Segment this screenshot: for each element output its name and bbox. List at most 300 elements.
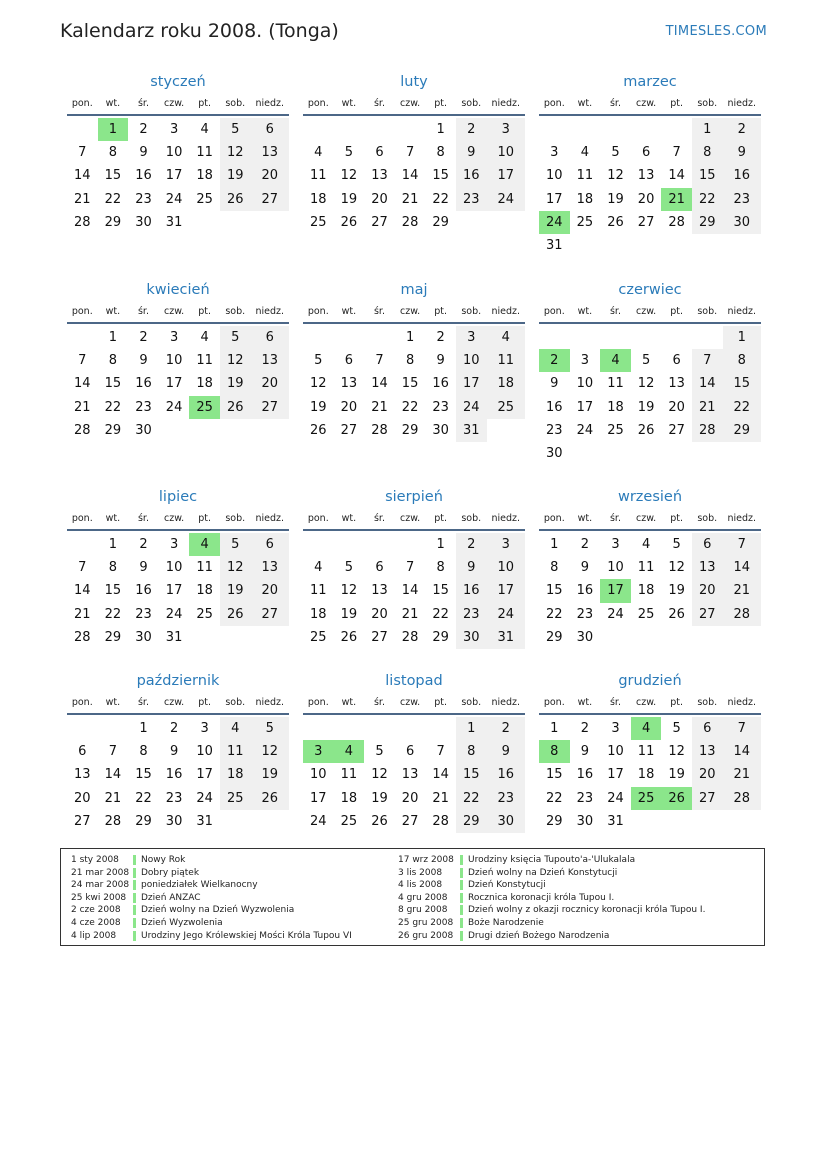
weekday-header: [303, 92, 525, 116]
empty-day-cell: [303, 326, 334, 349]
day-cell: 28: [371, 422, 388, 438]
weekend-day-cell: 26: [251, 787, 289, 810]
day-cell: 19: [340, 191, 358, 207]
weekend-day-cell: 27: [251, 396, 289, 419]
day-cell: 25: [196, 606, 213, 622]
day-cell: 3: [580, 353, 590, 369]
empty-day-cell: [303, 118, 334, 141]
weekday-label: niedz.: [727, 97, 757, 109]
month-name: luty: [400, 74, 428, 90]
weekday-label: niedz.: [255, 696, 285, 708]
day-cell: 15: [104, 583, 122, 599]
day-cell: 9: [580, 560, 590, 576]
legend-item: [398, 892, 705, 905]
day-cell: 3: [169, 122, 179, 137]
holiday-day-cell: 4: [334, 740, 365, 763]
empty-day-cell: [364, 326, 395, 349]
day-cell: 14: [401, 168, 419, 184]
day-cell: 8: [108, 560, 118, 576]
day-cell: 3: [611, 537, 620, 552]
day-cell: 26: [668, 606, 685, 622]
day-cell: 26: [607, 214, 624, 230]
day-cell: 8: [436, 560, 445, 576]
weekend-day-cell: 2: [456, 118, 487, 141]
legend-date: 8 gru 2008: [398, 905, 448, 916]
day-cell: 22: [432, 191, 449, 207]
day-cell: 27: [637, 214, 655, 230]
weekday-header: [67, 691, 289, 715]
day-grid: [539, 326, 761, 465]
day-cell: 17: [196, 767, 213, 783]
day-cell: 13: [371, 583, 388, 599]
day-cell: 27: [340, 422, 358, 438]
weekend-day-cell: 27: [692, 787, 723, 810]
weekend-day-cell: 21: [692, 396, 723, 419]
legend-date: 4 lis 2008: [398, 880, 443, 891]
weekend-day-cell: 14: [692, 372, 723, 395]
day-cell: 23: [135, 606, 152, 622]
day-cell: 3: [611, 721, 620, 736]
empty-day-cell: [334, 118, 365, 141]
weekday-label: pon.: [543, 696, 565, 708]
weekend-day-cell: 20: [251, 372, 289, 395]
weekday-label: śr.: [373, 97, 385, 109]
weekday-label: śr.: [609, 512, 621, 524]
day-cell: 9: [169, 744, 179, 760]
weekend-day-cell: 20: [251, 579, 289, 602]
day-cell: 26: [340, 629, 358, 645]
weekday-label: sob.: [225, 305, 246, 317]
day-cell: 28: [668, 214, 685, 230]
day-cell: 7: [78, 145, 87, 161]
month-name: grudzień: [618, 673, 682, 689]
day-cell: 18: [310, 606, 327, 622]
weekday-label: niedz.: [491, 696, 521, 708]
weekday-label: czw.: [636, 305, 657, 317]
day-cell: 30: [135, 629, 152, 645]
weekday-label: czw.: [164, 97, 185, 109]
day-cell: 8: [108, 145, 118, 161]
holiday-day-cell: 25: [631, 787, 662, 810]
day-cell: 5: [611, 145, 620, 161]
day-cell: 8: [436, 145, 445, 161]
month-6: [67, 487, 289, 649]
day-cell: 8: [139, 744, 148, 760]
weekend-day-cell: 20: [692, 763, 723, 786]
day-cell: 8: [108, 353, 118, 369]
weekday-label: sob.: [461, 512, 482, 524]
month-10: [303, 671, 525, 833]
day-cell: 16: [135, 376, 152, 392]
day-cell: 19: [371, 790, 388, 806]
weekend-day-cell: 29: [692, 211, 723, 234]
weekend-day-cell: 14: [723, 556, 761, 579]
day-cell: 2: [580, 537, 590, 552]
legend-date: 4 lip 2008: [71, 930, 117, 941]
weekday-label: pt.: [198, 696, 212, 708]
weekend-day-cell: 23: [723, 188, 761, 211]
empty-day-cell: [425, 717, 456, 740]
day-cell: 29: [432, 629, 449, 645]
weekend-day-cell: 11: [220, 740, 251, 763]
legend-date: 4 gru 2008: [398, 892, 448, 903]
day-cell: 31: [607, 813, 624, 829]
day-cell: 18: [340, 790, 358, 806]
weekday-label: czw.: [164, 305, 185, 317]
weekend-day-cell: 1: [456, 717, 487, 740]
weekend-day-cell: 13: [251, 556, 289, 579]
day-cell: 20: [371, 606, 388, 622]
day-cell: 30: [546, 445, 563, 461]
day-cell: 25: [310, 214, 327, 230]
weekday-label: sob.: [697, 696, 718, 708]
day-cell: 18: [637, 767, 655, 783]
weekend-day-cell: 19: [251, 763, 289, 786]
day-cell: 28: [401, 214, 419, 230]
holiday-marker: [460, 868, 463, 878]
holiday-marker: [460, 880, 463, 890]
weekday-label: pt.: [198, 512, 212, 524]
holiday-marker: [133, 855, 136, 865]
day-cell: 19: [607, 191, 624, 207]
holiday-marker: [460, 905, 463, 915]
weekend-day-cell: 9: [723, 141, 761, 164]
weekend-day-cell: 17: [487, 579, 525, 602]
weekend-day-cell: 10: [487, 141, 525, 164]
day-cell: 21: [401, 191, 419, 207]
month-name: sierpień: [385, 489, 443, 505]
weekend-day-cell: 26: [220, 603, 251, 626]
weekday-label: śr.: [137, 97, 149, 109]
weekend-day-cell: 22: [723, 396, 761, 419]
day-cell: 28: [74, 629, 91, 645]
month-name: listopad: [385, 673, 443, 689]
weekend-day-cell: 6: [692, 717, 723, 740]
weekend-day-cell: 15: [456, 763, 487, 786]
legend-date: 24 mar 2008: [71, 880, 130, 891]
day-cell: 25: [310, 629, 327, 645]
day-cell: 9: [436, 353, 445, 369]
weekend-day-cell: 25: [220, 787, 251, 810]
month-name: wrzesień: [617, 489, 683, 505]
weekday-label: śr.: [137, 696, 149, 708]
day-grid: [303, 326, 525, 442]
weekend-day-cell: 5: [220, 118, 251, 141]
day-cell: 23: [135, 191, 152, 207]
day-cell: 31: [546, 237, 563, 253]
month-2: [539, 72, 761, 257]
weekend-day-cell: 5: [220, 326, 251, 349]
day-cell: 5: [344, 145, 354, 161]
empty-day-cell: [661, 326, 692, 349]
day-cell: 1: [405, 330, 415, 345]
day-cell: 28: [74, 422, 91, 438]
legend-date: 3 lis 2008: [398, 867, 443, 878]
day-cell: 9: [139, 145, 148, 161]
holiday-marker: [133, 905, 136, 915]
weekday-label: pon.: [307, 696, 329, 708]
day-cell: 4: [580, 145, 590, 161]
legend-date: 25 kwi 2008: [71, 892, 127, 903]
day-cell: 15: [546, 767, 563, 783]
weekday-header: [303, 691, 525, 715]
day-cell: 13: [637, 168, 655, 184]
weekend-day-cell: 15: [692, 164, 723, 187]
weekend-day-cell: 31: [456, 419, 487, 442]
weekday-label: sob.: [225, 512, 246, 524]
day-cell: 1: [108, 330, 118, 345]
weekday-header: [539, 691, 761, 715]
month-5: [539, 280, 761, 465]
page-title: Kalendarz roku 2008. (Tonga): [60, 20, 339, 42]
day-grid: [539, 533, 761, 649]
weekday-label: czw.: [164, 512, 185, 524]
weekend-day-cell: 9: [456, 556, 487, 579]
day-cell: 10: [607, 560, 624, 576]
day-cell: 6: [344, 353, 354, 369]
weekday-label: sob.: [225, 696, 246, 708]
day-cell: 10: [546, 168, 563, 184]
weekend-day-cell: 2: [723, 118, 761, 141]
day-cell: 20: [74, 790, 91, 806]
day-cell: 21: [104, 790, 122, 806]
day-cell: 22: [135, 790, 152, 806]
day-cell: 7: [78, 353, 87, 369]
weekend-day-cell: 30: [456, 626, 487, 649]
weekend-day-cell: 6: [251, 533, 289, 556]
legend-holiday-name: Boże Narodzenie: [468, 917, 544, 928]
empty-day-cell: [303, 717, 334, 740]
holiday-day-cell: 2: [539, 349, 570, 372]
weekend-day-cell: 21: [723, 763, 761, 786]
day-cell: 17: [310, 790, 327, 806]
weekend-day-cell: 2: [456, 533, 487, 556]
day-cell: 11: [637, 560, 655, 576]
legend-item: [398, 904, 705, 917]
empty-day-cell: [570, 118, 601, 141]
day-cell: 21: [401, 606, 419, 622]
weekend-day-cell: 23: [487, 787, 525, 810]
weekend-day-cell: 28: [692, 419, 723, 442]
day-cell: 27: [668, 422, 685, 438]
day-cell: 19: [310, 399, 327, 415]
weekday-label: czw.: [400, 97, 421, 109]
day-cell: 10: [165, 145, 183, 161]
legend-column-left: [71, 854, 352, 942]
weekday-label: sob.: [697, 97, 718, 109]
weekend-day-cell: 16: [456, 579, 487, 602]
weekday-label: wt.: [577, 97, 593, 109]
day-cell: 5: [672, 721, 681, 736]
day-cell: 13: [74, 767, 91, 783]
weekday-header: [539, 507, 761, 531]
day-cell: 16: [165, 767, 183, 783]
weekday-label: pon.: [71, 696, 93, 708]
weekend-day-cell: 22: [692, 188, 723, 211]
day-cell: 15: [104, 376, 122, 392]
day-cell: 9: [139, 560, 148, 576]
day-cell: 6: [672, 353, 681, 369]
holiday-marker: [133, 893, 136, 903]
legend-item: [71, 867, 352, 880]
legend-date: 17 wrz 2008: [398, 855, 454, 865]
month-11: [539, 671, 761, 833]
holiday-marker: [460, 931, 463, 941]
day-cell: 23: [576, 606, 594, 622]
weekend-day-cell: 28: [723, 603, 761, 626]
day-cell: 3: [200, 721, 209, 736]
day-cell: 19: [668, 583, 685, 599]
day-cell: 29: [135, 813, 152, 829]
day-cell: 2: [436, 330, 445, 345]
site-brand[interactable]: TIMESLES.COM: [665, 24, 767, 39]
weekend-day-cell: 4: [487, 326, 525, 349]
day-cell: 4: [314, 560, 323, 576]
weekend-day-cell: 8: [692, 141, 723, 164]
weekday-label: wt.: [341, 305, 357, 317]
day-cell: 27: [371, 629, 388, 645]
legend-holiday-name: Dzień wolny na Dzień Konstytucji: [468, 867, 618, 878]
day-cell: 6: [375, 145, 384, 161]
legend-holiday-name: Drugi dzień Bożego Narodzenia: [468, 930, 610, 941]
legend-holiday-name: Dzień Wyzwolenia: [141, 917, 223, 928]
weekday-label: pon.: [71, 305, 93, 317]
weekend-day-cell: 7: [723, 533, 761, 556]
weekday-label: śr.: [609, 696, 621, 708]
day-cell: 17: [546, 191, 563, 207]
day-cell: 16: [576, 767, 594, 783]
day-cell: 1: [436, 122, 445, 137]
legend-item: [398, 854, 705, 867]
month-0: [67, 72, 289, 234]
day-grid: [303, 717, 525, 833]
day-cell: 30: [576, 629, 594, 645]
weekday-label: śr.: [137, 305, 149, 317]
day-cell: 20: [340, 399, 358, 415]
day-cell: 29: [546, 813, 563, 829]
weekday-label: sob.: [225, 97, 246, 109]
weekend-day-cell: 13: [692, 556, 723, 579]
day-cell: 20: [637, 191, 655, 207]
day-cell: 24: [310, 813, 327, 829]
day-cell: 18: [576, 191, 594, 207]
day-cell: 24: [576, 422, 594, 438]
day-cell: 16: [135, 168, 152, 184]
day-cell: 6: [78, 744, 87, 760]
month-name: lipiec: [158, 489, 198, 505]
day-cell: 30: [576, 813, 594, 829]
month-9: [67, 671, 289, 833]
weekday-label: pt.: [670, 512, 684, 524]
weekday-label: śr.: [373, 305, 385, 317]
day-cell: 1: [139, 721, 148, 736]
weekday-header: [539, 92, 761, 116]
weekend-day-cell: 26: [220, 188, 251, 211]
holiday-day-cell: 4: [600, 349, 631, 372]
day-cell: 18: [310, 191, 327, 207]
day-cell: 25: [607, 422, 624, 438]
day-cell: 11: [607, 376, 624, 392]
weekend-day-cell: 19: [220, 164, 251, 187]
month-name: czerwiec: [618, 282, 682, 298]
day-cell: 29: [432, 214, 449, 230]
weekday-label: pon.: [307, 97, 329, 109]
day-cell: 24: [165, 606, 183, 622]
empty-day-cell: [364, 118, 395, 141]
weekday-label: sob.: [697, 305, 718, 317]
weekend-day-cell: 1: [692, 118, 723, 141]
day-cell: 22: [401, 399, 419, 415]
empty-day-cell: [67, 118, 98, 141]
weekday-label: czw.: [636, 97, 657, 109]
day-cell: 11: [310, 583, 327, 599]
legend-date: 4 cze 2008: [71, 917, 121, 928]
day-cell: 10: [165, 353, 183, 369]
weekday-label: sob.: [461, 696, 482, 708]
day-cell: 13: [371, 168, 388, 184]
legend-holiday-name: Nowy Rok: [141, 855, 186, 865]
day-cell: 11: [196, 145, 213, 161]
day-cell: 13: [668, 376, 685, 392]
day-grid: [67, 326, 289, 442]
day-cell: 25: [340, 813, 358, 829]
day-cell: 4: [200, 330, 209, 345]
weekday-label: pon.: [543, 305, 565, 317]
day-cell: 30: [135, 422, 152, 438]
day-cell: 2: [580, 721, 590, 736]
weekend-day-cell: 25: [487, 396, 525, 419]
day-cell: 16: [135, 583, 152, 599]
day-cell: 13: [401, 767, 419, 783]
day-cell: 28: [432, 813, 449, 829]
day-cell: 25: [196, 191, 213, 207]
day-cell: 11: [196, 353, 213, 369]
weekend-day-cell: 3: [487, 118, 525, 141]
day-cell: 23: [546, 422, 563, 438]
empty-day-cell: [570, 326, 601, 349]
day-grid: [303, 118, 525, 234]
weekday-label: niedz.: [255, 305, 285, 317]
empty-day-cell: [539, 118, 570, 141]
day-cell: 4: [200, 122, 209, 137]
day-cell: 5: [641, 353, 651, 369]
weekday-label: pt.: [198, 97, 212, 109]
weekday-label: wt.: [105, 305, 121, 317]
weekend-day-cell: 10: [487, 556, 525, 579]
empty-day-cell: [98, 717, 129, 740]
day-cell: 7: [436, 744, 445, 760]
month-7: [303, 487, 525, 649]
day-cell: 30: [135, 214, 152, 230]
weekend-day-cell: 16: [456, 164, 487, 187]
day-cell: 6: [641, 145, 651, 161]
day-cell: 16: [576, 583, 594, 599]
holiday-legend: [60, 848, 765, 946]
weekend-day-cell: 12: [220, 556, 251, 579]
day-cell: 3: [169, 537, 179, 552]
legend-item: [398, 917, 705, 930]
day-cell: 4: [314, 145, 323, 161]
day-cell: 10: [607, 744, 624, 760]
month-4: [303, 280, 525, 442]
weekday-label: niedz.: [255, 97, 285, 109]
day-cell: 19: [340, 606, 358, 622]
weekday-label: czw.: [400, 305, 421, 317]
weekday-label: wt.: [577, 512, 593, 524]
weekday-header: [67, 300, 289, 324]
weekday-header: [67, 507, 289, 531]
day-cell: 2: [139, 122, 148, 137]
